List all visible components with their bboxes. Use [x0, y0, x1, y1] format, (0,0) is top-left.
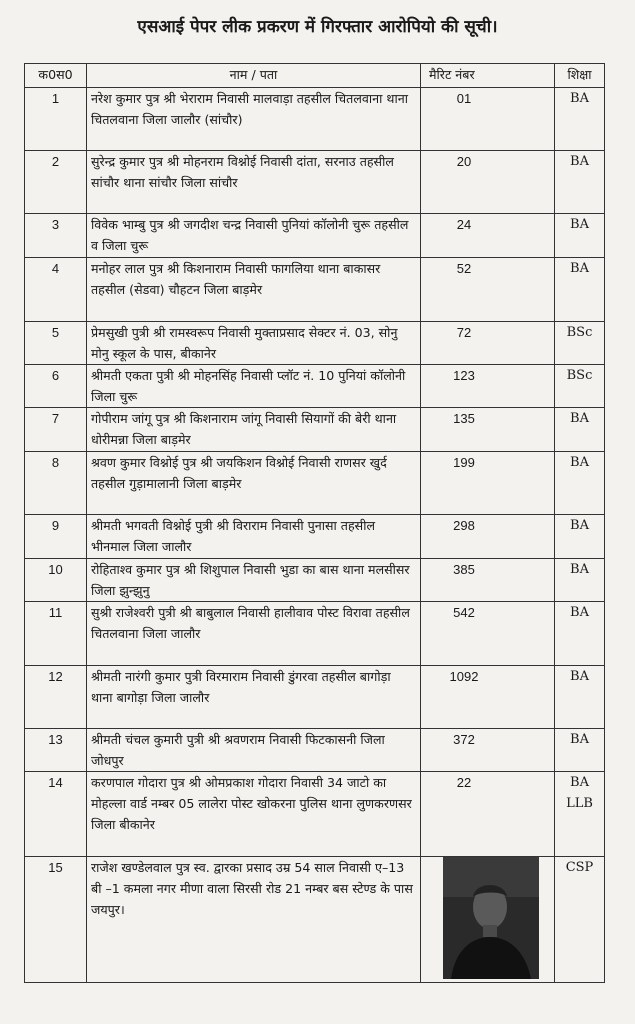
row-merit: [421, 452, 555, 515]
table-row: [25, 365, 605, 408]
row-name-address: श्रीमती भगवती विश्नोई पुत्री श्री विराराम निवासी पुनासा तहसील भीनमाल जिला जालौर: [87, 515, 421, 559]
row-photo-cell: [421, 857, 555, 983]
merit-value: 542: [453, 605, 475, 620]
row-sno: 5: [25, 322, 87, 365]
table-row: [25, 452, 605, 515]
row-education: BA: [555, 408, 605, 452]
header-sno: क0स0: [25, 64, 87, 88]
row-sno: 8: [25, 452, 87, 515]
row-sno: 15: [25, 857, 87, 983]
row-name-address: विवेक भाम्बु पुत्र श्री जगदीश चन्द्र निवासी पुनियां कॉलोनी चुरू तहसील व जिला चुरू: [87, 214, 421, 258]
row-merit: [421, 322, 555, 365]
row-education: CSP: [555, 857, 605, 983]
row-sno: 11: [25, 602, 87, 666]
row-sno: 9: [25, 515, 87, 559]
row-sno: 4: [25, 258, 87, 322]
row-education: BA: [555, 151, 605, 214]
row-name-address: रोहिताश्व कुमार पुत्र श्री शिशुपाल निवासी भुडा का बास थाना मलसीसर जिला झुन्झुनु: [87, 559, 421, 602]
table-row: [25, 214, 605, 258]
row-education: BA: [555, 515, 605, 559]
table-header-row: [25, 64, 605, 88]
row-name-address: श्रीमती चंचल कुमारी पुत्री श्री श्रवणराम निवासी फिटकासनी जिला जोधपुर: [87, 729, 421, 772]
merit-value: 1092: [449, 669, 479, 684]
row-merit: [421, 515, 555, 559]
row-name-address: करणपाल गोदारा पुत्र श्री ओमप्रकाश गोदारा निवासी 34 जाटो का मोहल्ला वार्ड नम्बर 05 लालेरा पोस्ट खोकरना पुलिस थाना लुणकरणसर जिला बीकानेर: [87, 772, 421, 857]
row-sno: 3: [25, 214, 87, 258]
row-sno: 14: [25, 772, 87, 857]
row-education: BA: [555, 258, 605, 322]
row-education: BA: [555, 452, 605, 515]
table-row: [25, 151, 605, 214]
row-name-address: श्रवण कुमार विश्नोई पुत्र श्री जयकिशन विश्नोई निवासी राणसर खुर्द तहसील गुड़ामालानी जिला बाड़मेर: [87, 452, 421, 515]
row-merit: [421, 408, 555, 452]
row-name-address: सुरेन्द्र कुमार पुत्र श्री मोहनराम विश्नोई निवासी दांता, सरनाउ तहसील सांचौर थाना सांचौर जिला सांचौर: [87, 151, 421, 214]
merit-value: 22: [456, 775, 472, 790]
header-name: नाम / पता: [87, 64, 421, 88]
merit-value: 385: [453, 562, 475, 577]
merit-value: 24: [456, 217, 472, 232]
row-education: BA: [555, 214, 605, 258]
row-education: BA LLB: [555, 772, 605, 857]
row-education: BSc: [555, 365, 605, 408]
row-merit: [421, 602, 555, 666]
accused-list-table: [24, 63, 605, 983]
row-merit: [421, 729, 555, 772]
table-row: [25, 515, 605, 559]
accused-photo: [443, 857, 539, 979]
row-merit: [421, 365, 555, 408]
row-education: BA: [555, 559, 605, 602]
merit-value: 372: [453, 732, 475, 747]
row-education: BA: [555, 88, 605, 151]
row-merit: [421, 151, 555, 214]
row-merit: [421, 772, 555, 857]
row-name-address: राजेश खण्डेलवाल पुत्र स्व. द्वारका प्रसाद उम्र 54 साल निवासी ए–13 बी –1 कमला नगर मीणा वाला सिरसी रोड 21 नम्बर बस स्टेण्ड के पास जयपुर।: [87, 857, 421, 983]
table-row: [25, 559, 605, 602]
row-name-address: प्रेमसुखी पुत्री श्री रामस्वरूप निवासी मुक्ताप्रसाद सेक्टर नं. 03, सोनु मोनु स्कूल के पास, बीकानेर: [87, 322, 421, 365]
table-row: [25, 772, 605, 857]
merit-value: 72: [456, 325, 472, 340]
row-name-address: मनोहर लाल पुत्र श्री किशनाराम निवासी फागलिया थाना बाकासर तहसील (सेडवा) चौहटन जिला बाड़मेर: [87, 258, 421, 322]
merit-value: 135: [453, 411, 475, 426]
header-education: शिक्षा: [555, 64, 605, 88]
row-education: BA: [555, 666, 605, 729]
table-row: [25, 408, 605, 452]
merit-value: 20: [456, 154, 472, 169]
row-education: BSc: [555, 322, 605, 365]
row-name-address: श्रीमती एकता पुत्री श्री मोहनसिंह निवासी प्लॉट नं. 10 पुनियां कॉलोनी जिला चुरू: [87, 365, 421, 408]
merit-value: 01: [456, 91, 472, 106]
merit-value: 123: [453, 368, 475, 383]
row-sno: 13: [25, 729, 87, 772]
row-name-address: नरेश कुमार पुत्र श्री भेराराम निवासी मालवाड़ा तहसील चितलवाना थाना चितलवाना जिला जालौर (सांचौर): [87, 88, 421, 151]
row-sno: 7: [25, 408, 87, 452]
row-education: BA: [555, 602, 605, 666]
merit-value: 52: [456, 261, 472, 276]
row-merit: [421, 258, 555, 322]
row-name-address: गोपीराम जांगू पुत्र श्री किशनाराम जांगू निवासी सियागों की बेरी थाना धोरीमन्ना जिला बाड़मेर: [87, 408, 421, 452]
row-merit: [421, 88, 555, 151]
row-merit: [421, 666, 555, 729]
table-row: [25, 88, 605, 151]
table-row: [25, 258, 605, 322]
row-education: BA: [555, 729, 605, 772]
merit-value: 199: [453, 455, 475, 470]
row-name-address: सुश्री राजेश्वरी पुत्री श्री बाबुलाल निवासी हालीवाव पोस्ट विरावा तहसील चितलवाना जिला जालौर: [87, 602, 421, 666]
table-row: [25, 602, 605, 666]
row-sno: 10: [25, 559, 87, 602]
page-title: एसआई पेपर लीक प्रकरण में गिरफ्तार आरोपियो की सूची।: [137, 17, 498, 37]
table-row: [25, 729, 605, 772]
header-merit: मैरिट नंबर: [421, 64, 555, 88]
row-sno: 2: [25, 151, 87, 214]
row-sno: 1: [25, 88, 87, 151]
row-name-address: श्रीमती नारंगी कुमार पुत्री विरमाराम निवासी डुंगरवा तहसील बागोड़ा थाना बागोड़ा जिला जालौर: [87, 666, 421, 729]
row-merit: [421, 559, 555, 602]
table-row: [25, 857, 605, 983]
table-row: [25, 666, 605, 729]
row-merit: [421, 214, 555, 258]
row-sno: 12: [25, 666, 87, 729]
merit-value: 298: [453, 518, 475, 533]
row-sno: 6: [25, 365, 87, 408]
table-row: [25, 322, 605, 365]
